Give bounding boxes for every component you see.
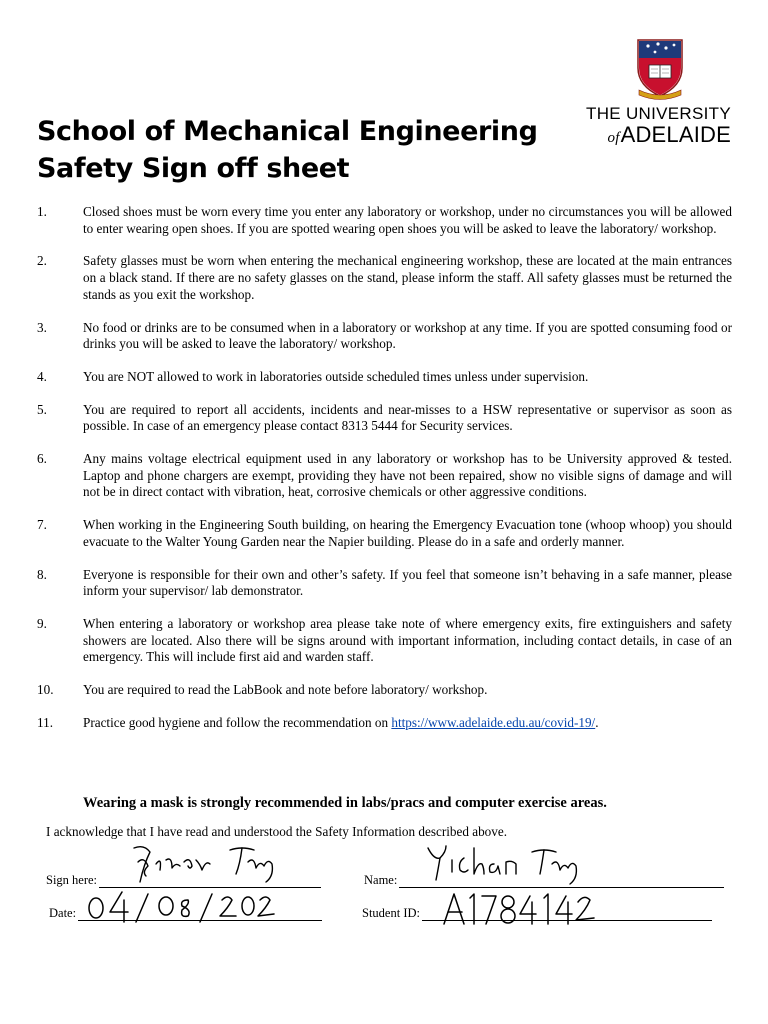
university-logo [585,38,735,150]
date-label: Date: [49,906,77,920]
rule-text-lead: Practice good hygiene and follow the recommendation on [83,714,392,730]
safety-rules-list [37,204,732,747]
rule-item [37,682,732,699]
rule-item [37,320,732,353]
university-name-line2 [608,122,732,148]
rule-number: 4. [37,368,47,384]
rule-number: 2. [37,253,47,269]
rule-item [37,567,732,600]
rule-item [37,451,732,501]
student-id-label: Student ID: [362,906,420,920]
rule-text-tail: . [595,714,599,730]
rule-text: Any mains voltage electrical equipment used in any laboratory or workshop has to be University approved & tested. Laptop and phone chargers are exempt, providing they have not been repaired, show no visible signs of damage and will not be in direct contact with vibration, heat, corrosive chemicals or other aggressive conditions. [83,451,732,500]
university-name-main: ADELAIDE [620,122,731,147]
rule-number: 8. [37,566,47,582]
rule-text: Closed shoes must be worn every time you enter any laboratory or workshop, under no circumstances you will be allowed to enter wearing open shoes. If you are spotted wearing open shoes you will be asked to leave the laboratory/ workshop. [83,204,732,236]
handwritten-signature [130,842,290,890]
rule-text: Everyone is responsible for their own and other’s safety. If you feel that someone isn’t behaving in a safe manner, please inform your supervisor/ lab demonstrator. [83,566,732,599]
rule-number: 11. [37,714,53,730]
handwritten-name [424,842,584,890]
name-label: Name: [364,873,398,887]
rule-number: 7. [37,517,47,533]
handwritten-student-id [440,888,600,928]
rule-number: 9. [37,615,47,631]
rule-text: You are required to report all accidents, incidents and near-misses to a HSW representative or supervisor as soon as possible. In case of an emergency please contact 8313 5444 for Security services. [83,401,732,434]
rule-item [37,369,732,386]
covid-info-link[interactable]: https://www.adelaide.edu.au/covid-19/ [391,714,596,730]
handwritten-date [84,886,284,926]
rule-number: 6. [37,451,47,467]
rule-number: 3. [37,319,47,335]
university-crest-icon [635,38,685,100]
university-name-of: of [607,130,620,146]
rule-text [83,715,732,732]
rule-item [37,402,732,435]
rule-text: When working in the Engineering South building, on hearing the Emergency Evacuation tone (whoop whoop) you should evacuate to the Walter Young Garden near the Napier building. Please do in a safe and orderly manner. [83,517,732,549]
rule-text: You are required to read the LabBook and note before laboratory/ workshop. [83,682,488,698]
rule-item [37,715,732,732]
page-subtitle: Safety Sign off sheet [37,153,350,184]
rule-text: No food or drinks are to be consumed when in a laboratory or workshop at any time. If you are spotted consuming food or drinks you will be asked to leave the laboratory/ workshop. [83,319,732,352]
rule-item [37,616,732,666]
rule-number: 10. [37,682,54,698]
rule-text: When entering a laboratory or workshop area please take note of where emergency exits, fire extinguishers and safety showers are located. Also there will be signs around with important information, including contact details, in case of an emergency. This will include first aid and warden staff. [83,615,732,665]
sign-label: Sign here: [46,873,98,887]
rule-number: 1. [37,204,47,219]
mask-recommendation: Wearing a mask is strongly recommended in labs/pracs and computer exercise areas. [83,795,607,811]
university-name-line1: THE UNIVERSITY [586,104,731,123]
rule-item [37,253,732,303]
rule-number: 5. [37,401,47,417]
acknowledgement-statement: I acknowledge that I have read and understood the Safety Information described above. [46,824,508,839]
rule-text: You are NOT allowed to work in laboratories outside scheduled times unless under supervision. [83,368,589,384]
rule-text: Safety glasses must be worn when entering the mechanical engineering workshop, these are located at the main entrances on a black stand. If there are no safety glasses on the stand, please inform the staff. All safety glasses must be returned the stands as you exit the workshop. [83,253,732,302]
rule-item [37,517,732,550]
page-title: School of Mechanical Engineering [37,116,538,147]
rule-item [37,204,732,237]
